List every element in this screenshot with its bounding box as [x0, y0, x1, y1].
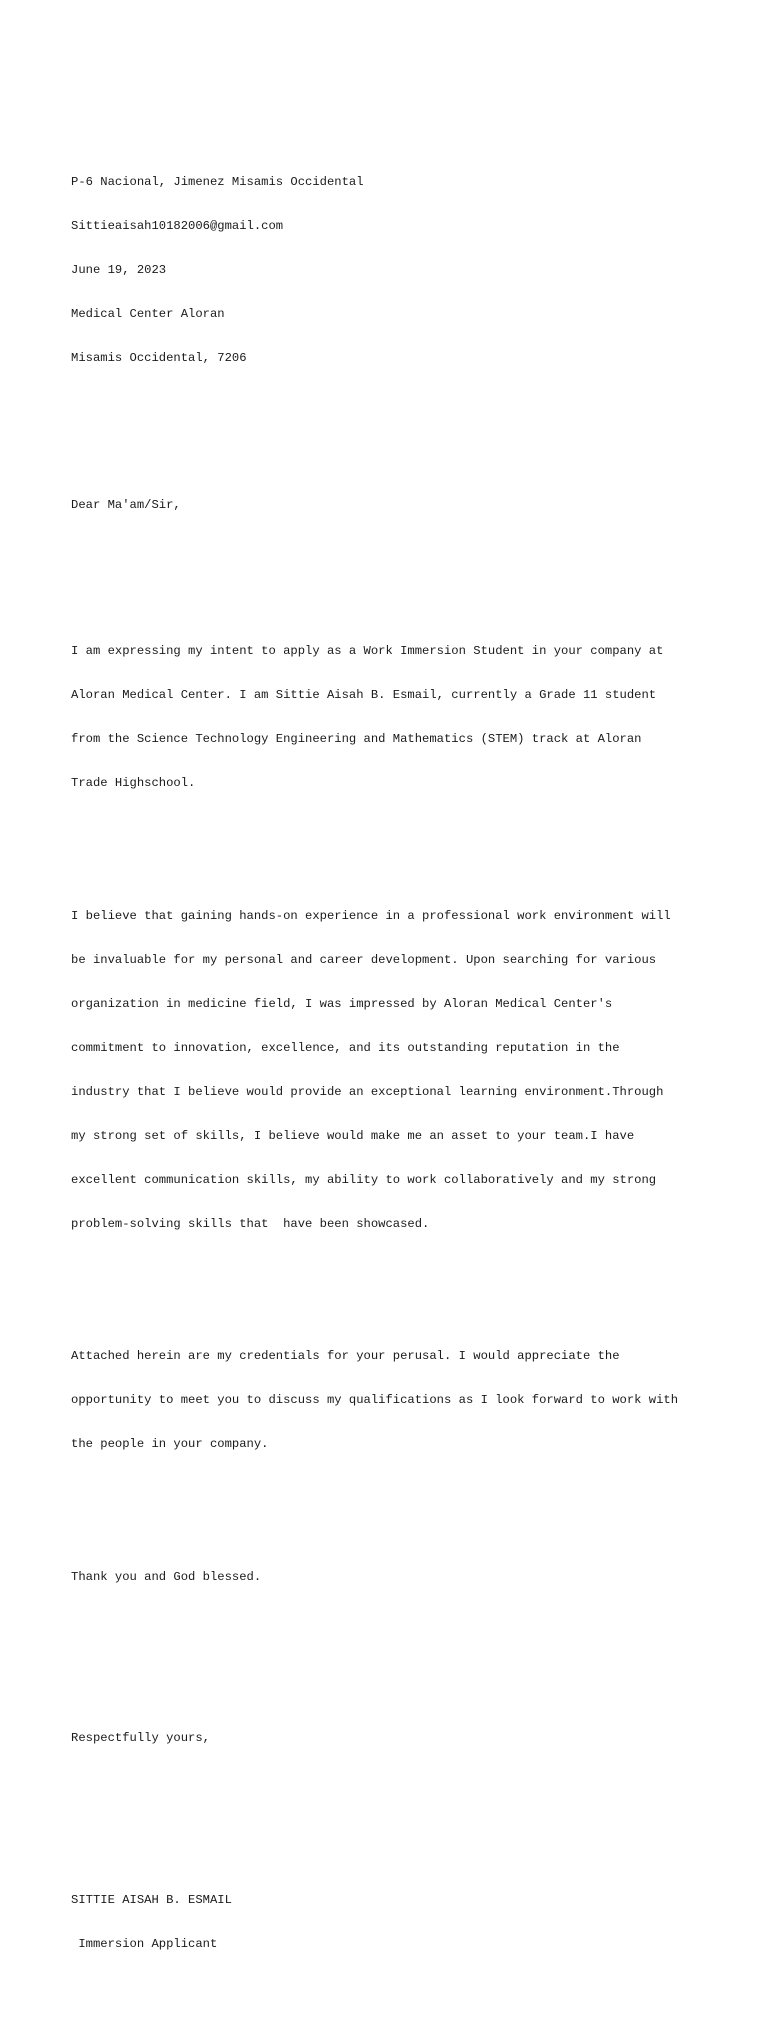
paragraph-line: my strong set of skills, I believe would make me an asset to your team.I have: [71, 1128, 635, 1143]
signature-name: SITTIE AISAH B. ESMAIL: [71, 1892, 232, 1907]
body-paragraph-intro: [71, 615, 741, 821]
paragraph-line: the people in your company.: [71, 1437, 269, 1452]
signature-block: [71, 1863, 741, 1981]
recipient-address: Misamis Occidental, 7206: [71, 350, 247, 365]
paragraph-line: Aloran Medical Center. I am Sittie Aisah B. Esmail, currently a Grade 11 student: [71, 688, 657, 703]
thanks-line: [71, 1540, 741, 1614]
paragraph-line: be invaluable for my personal and career development. Upon searching for various: [71, 952, 657, 967]
body-paragraph-motivation: [71, 879, 741, 1261]
paragraph-line: Attached herein are my credentials for your perusal. I would appreciate the: [71, 1349, 620, 1364]
application-letter: [71, 101, 741, 2025]
sender-block: [71, 145, 741, 395]
paragraph-line: organization in medicine field, I was impressed by Aloran Medical Center's: [71, 996, 613, 1011]
letter-date: June 19, 2023: [71, 262, 167, 277]
paragraph-line: I am expressing my intent to apply as a Work Immersion Student in your company at: [71, 644, 664, 659]
signature-title: Immersion Applicant: [71, 1936, 218, 1951]
paragraph-line: commitment to innovation, excellence, and its outstanding reputation in the: [71, 1040, 620, 1055]
paragraph-line: excellent communication skills, my ability to work collaboratively and my strong: [71, 1173, 657, 1188]
paragraph-line: problem-solving skills that have been showcased.: [71, 1217, 430, 1232]
salutation: [71, 468, 741, 542]
salutation-text: Dear Ma'am/Sir,: [71, 497, 181, 512]
closing-text: Respectfully yours,: [71, 1731, 210, 1746]
paragraph-line: industry that I believe would provide an exceptional learning environment.Through: [71, 1084, 664, 1099]
sender-address: P-6 Nacional, Jimenez Misamis Occidental: [71, 174, 364, 189]
sender-email: Sittieaisah10182006@gmail.com: [71, 218, 284, 233]
paragraph-line: from the Science Technology Engineering and Mathematics (STEM) track at Aloran: [71, 732, 642, 747]
body-paragraph-credentials: [71, 1320, 741, 1482]
paragraph-line: opportunity to meet you to discuss my qualifications as I look forward to work with: [71, 1393, 679, 1408]
closing: [71, 1702, 741, 1776]
recipient-name: Medical Center Aloran: [71, 306, 225, 321]
thanks-text: Thank you and God blessed.: [71, 1569, 262, 1584]
paragraph-line: I believe that gaining hands-on experience in a professional work environment will: [71, 908, 671, 923]
paragraph-line: Trade Highschool.: [71, 776, 196, 791]
